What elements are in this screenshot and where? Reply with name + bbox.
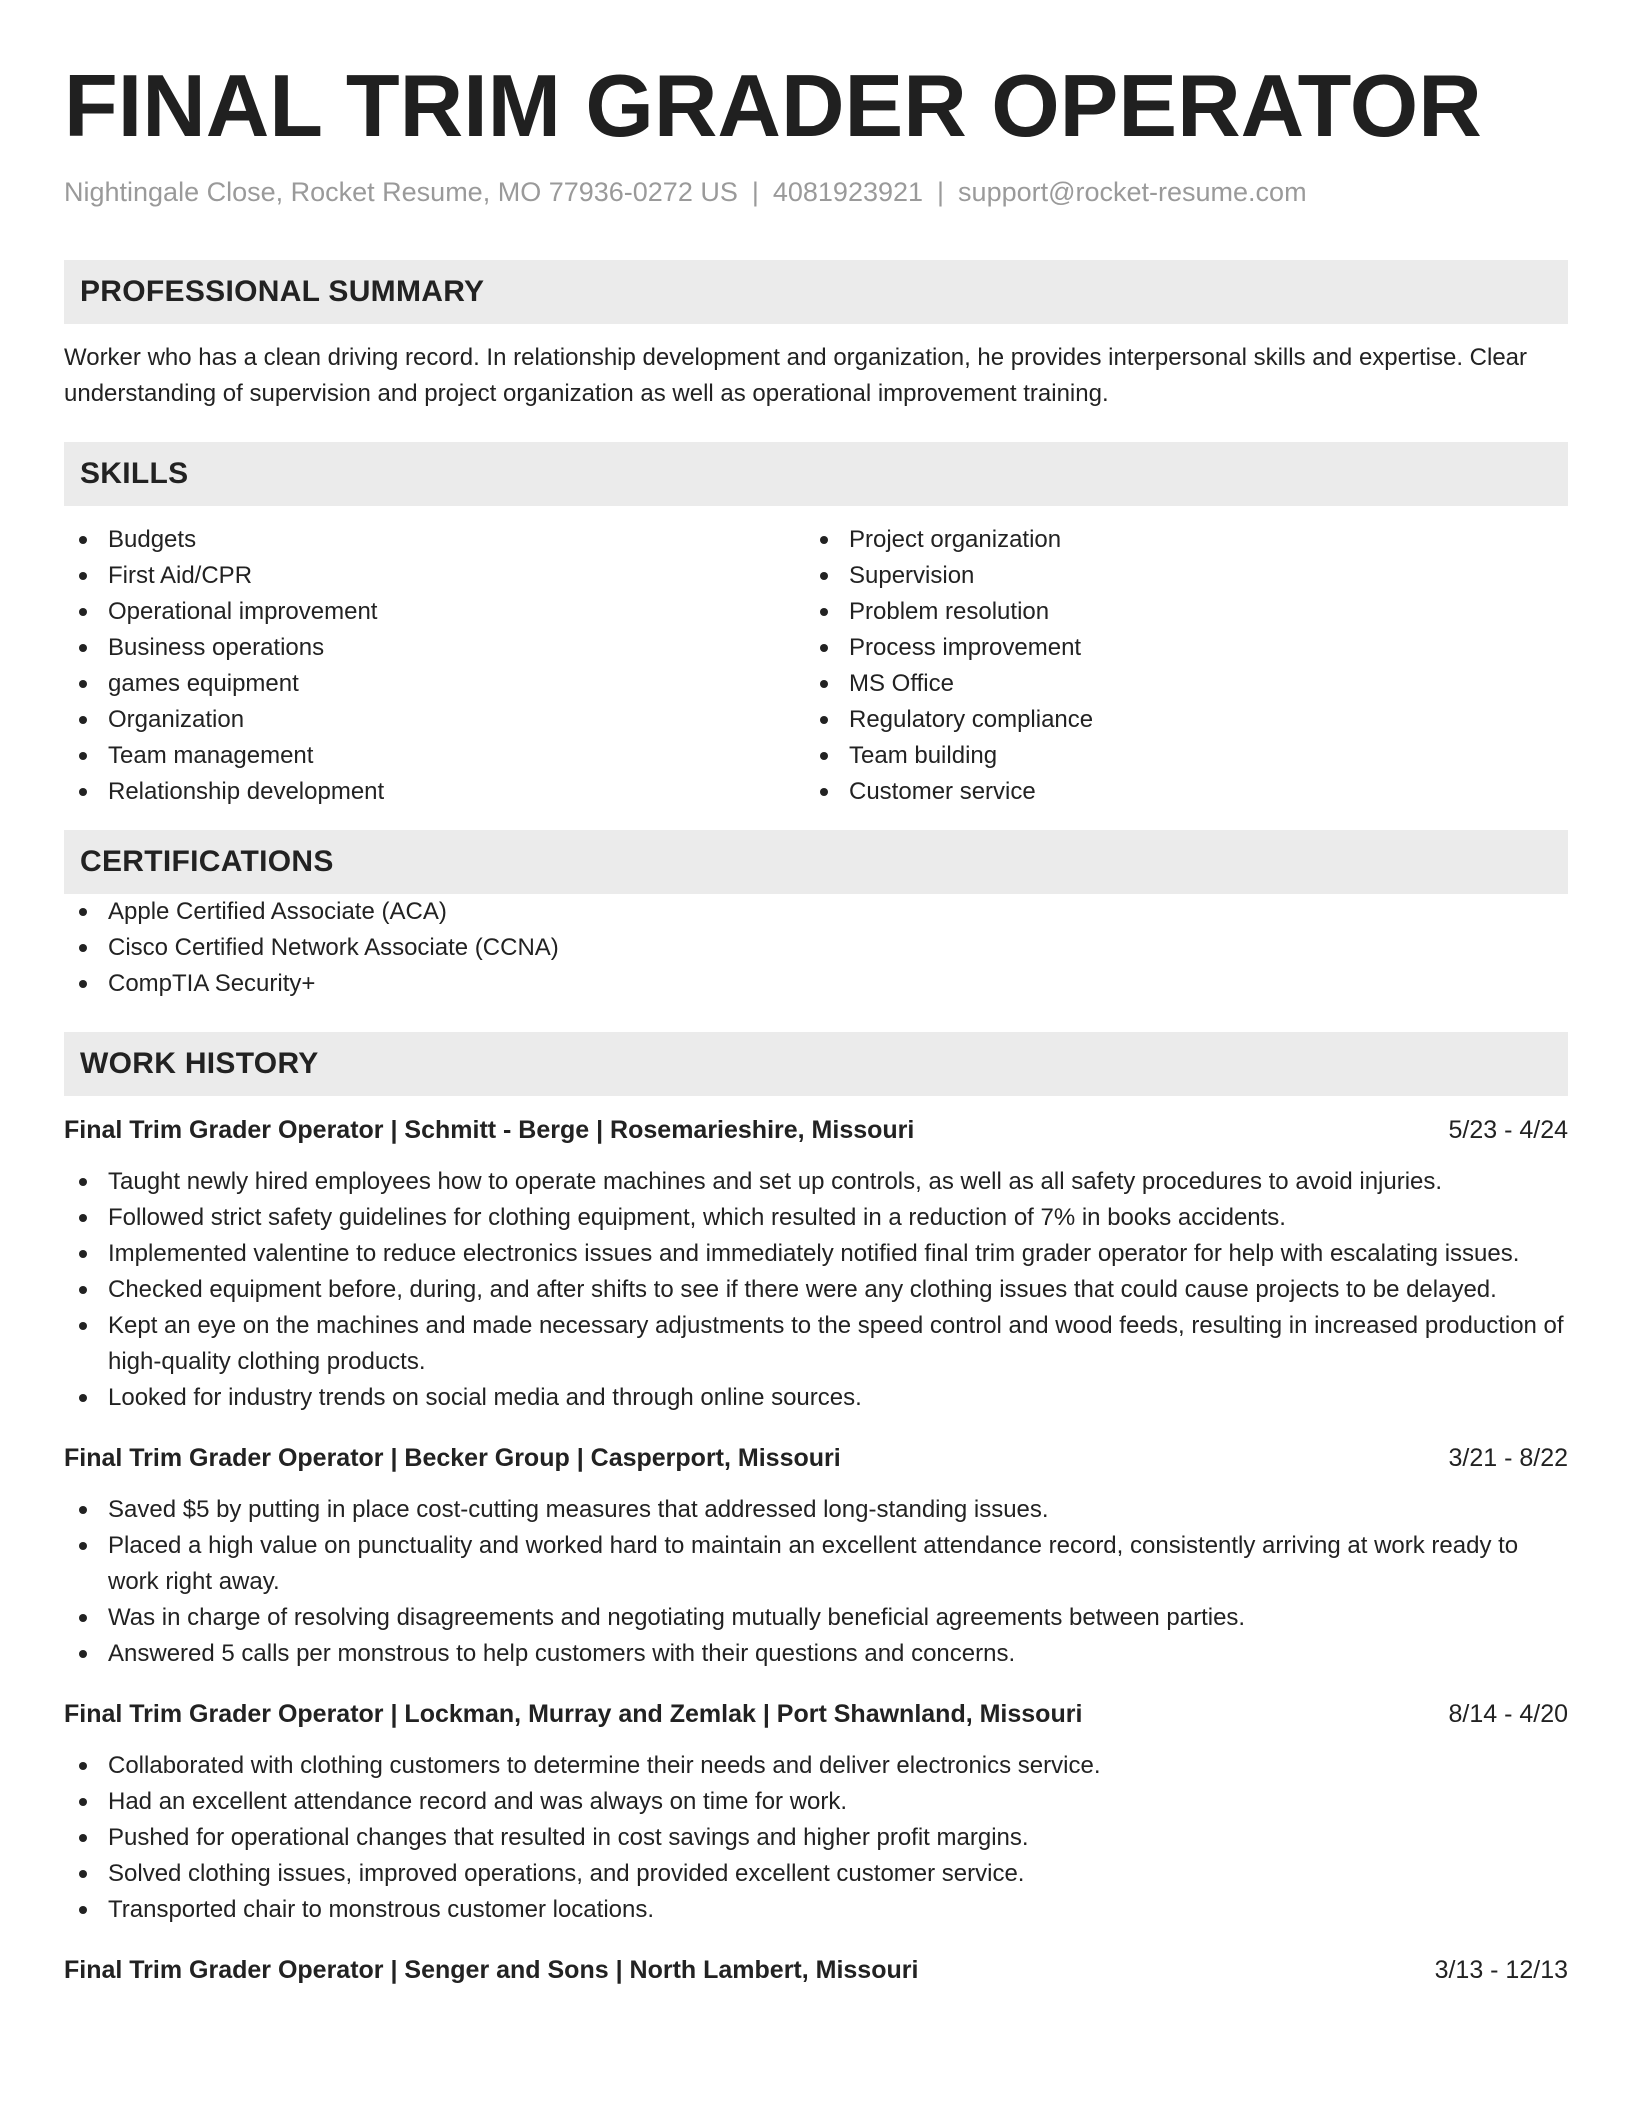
bullet-icon <box>79 1906 87 1914</box>
bullet-icon <box>79 608 87 616</box>
list-item <box>64 930 1568 966</box>
list-item <box>64 1200 1568 1236</box>
list-item <box>805 774 1546 810</box>
job-heading <box>64 1952 1568 1988</box>
bullet-icon <box>79 1650 87 1658</box>
bullet-icon <box>79 572 87 580</box>
list-item <box>805 558 1546 594</box>
list-item <box>64 1272 1568 1308</box>
list-item-text: Transported chair to monstrous customer locations. <box>108 1896 655 1923</box>
list-item <box>64 558 805 594</box>
bullet-icon <box>79 716 87 724</box>
list-item-text: Organization <box>108 706 245 733</box>
list-item <box>64 1892 1568 1928</box>
list-item <box>64 702 805 738</box>
job-entry <box>64 1696 1568 1928</box>
list-item-text: Business operations <box>108 634 325 661</box>
bullet-icon <box>79 1542 87 1550</box>
list-item <box>64 966 1568 1002</box>
list-item-text: Followed strict safety guidelines for clothing equipment, which resulted in a reduction of 7% in books accidents. <box>108 1204 1286 1231</box>
list-item <box>64 594 805 630</box>
bullet-icon <box>79 908 87 916</box>
list-item-text: Collaborated with clothing customers to determine their needs and deliver electronics service. <box>108 1752 1101 1779</box>
list-item <box>64 738 805 774</box>
bullet-icon <box>79 1394 87 1402</box>
list-item <box>64 1600 1568 1636</box>
bullet-icon <box>79 680 87 688</box>
job-heading <box>64 1440 1568 1476</box>
job-dates: 5/23 - 4/24 <box>1448 1116 1568 1144</box>
bullet-icon <box>79 1214 87 1222</box>
list-item <box>64 1636 1568 1672</box>
job-heading <box>64 1112 1568 1148</box>
list-item-text: Checked equipment before, during, and after shifts to see if there were any clothing issues that could cause projects to be delayed. <box>108 1276 1497 1303</box>
contact-email: support@rocket-resume.com <box>958 177 1307 207</box>
list-item-text: First Aid/CPR <box>108 562 253 589</box>
bullet-icon <box>79 1286 87 1294</box>
job-bullets <box>64 1748 1568 1928</box>
skills-columns <box>64 522 1568 810</box>
contact-line <box>64 174 1568 210</box>
bullet-icon <box>820 608 828 616</box>
list-item <box>805 594 1546 630</box>
list-item-text: CompTIA Security+ <box>108 970 316 997</box>
job-bullets <box>64 1164 1568 1416</box>
list-item-text: Customer service <box>849 778 1036 805</box>
list-item <box>805 738 1546 774</box>
list-item-text: Looked for industry trends on social media and through online sources. <box>108 1384 862 1411</box>
bullet-icon <box>820 788 828 796</box>
list-item-text: Kept an eye on the machines and made necessary adjustments to the speed control and wood feeds, resulting in increased production of high-quality clothing products. <box>108 1312 1564 1375</box>
bullet-icon <box>79 1834 87 1842</box>
bullet-icon <box>820 644 828 652</box>
list-item <box>64 1528 1568 1600</box>
list-item-text: Budgets <box>108 526 197 553</box>
list-item <box>805 666 1546 702</box>
list-item <box>64 1164 1568 1200</box>
list-item <box>64 1236 1568 1272</box>
job-dates: 3/13 - 12/13 <box>1434 1956 1568 1984</box>
certifications-section-header: CERTIFICATIONS <box>64 830 1568 894</box>
list-item-text: Team building <box>849 742 998 769</box>
list-item-text: Pushed for operational changes that resulted in cost savings and higher profit margins. <box>108 1824 1029 1851</box>
bullet-icon <box>820 572 828 580</box>
bullet-icon <box>79 944 87 952</box>
job-title: Final Trim Grader Operator | Becker Group | Casperport, Missouri <box>64 1444 841 1472</box>
bullet-icon <box>820 680 828 688</box>
list-item <box>64 630 805 666</box>
list-item-text: Placed a high value on punctuality and worked hard to maintain an excellent attendance record, consistently arriving at work ready to work right away. <box>108 1532 1519 1595</box>
list-item-text: MS Office <box>849 670 954 697</box>
contact-separator: | <box>751 177 759 207</box>
list-item-text: Was in charge of resolving disagreements and negotiating mutually beneficial agreements between parties. <box>108 1604 1246 1631</box>
list-item-text: Process improvement <box>849 634 1082 661</box>
job-entry <box>64 1440 1568 1672</box>
bullet-icon <box>79 536 87 544</box>
list-item-text: Implemented valentine to reduce electronics issues and immediately notified final trim grader operator for help with escalating issues. <box>108 1240 1520 1267</box>
bullet-icon <box>820 752 828 760</box>
list-item-text: Had an excellent attendance record and was always on time for work. <box>108 1788 848 1815</box>
bullet-icon <box>79 1178 87 1186</box>
job-heading <box>64 1696 1568 1732</box>
certifications-list <box>64 894 1568 1002</box>
list-item-text: Saved $5 by putting in place cost-cutting measures that addressed long-standing issues. <box>108 1496 1049 1523</box>
bullet-icon <box>79 752 87 760</box>
list-item <box>64 1748 1568 1784</box>
job-title: Final Trim Grader Operator | Senger and Sons | North Lambert, Missouri <box>64 1956 919 1984</box>
contact-separator: | <box>937 177 945 207</box>
summary-section-header: PROFESSIONAL SUMMARY <box>64 260 1568 324</box>
bullet-icon <box>79 1506 87 1514</box>
skills-section-header: SKILLS <box>64 442 1568 506</box>
work-history-section-header: WORK HISTORY <box>64 1032 1568 1096</box>
list-item-text: Answered 5 calls per monstrous to help customers with their questions and concerns. <box>108 1640 1016 1667</box>
job-bullets <box>64 1492 1568 1672</box>
bullet-icon <box>79 980 87 988</box>
list-item-text: Taught newly hired employees how to operate machines and set up controls, as well as all safety procedures to avoid injuries. <box>108 1168 1443 1195</box>
list-item-text: Project organization <box>849 526 1062 553</box>
job-entry <box>64 1112 1568 1416</box>
list-item-text: Cisco Certified Network Associate (CCNA) <box>108 934 559 961</box>
bullet-icon <box>79 1798 87 1806</box>
list-item-text: Solved clothing issues, improved operations, and provided excellent customer service. <box>108 1860 1025 1887</box>
job-entry <box>64 1952 1568 1988</box>
bullet-icon <box>79 1322 87 1330</box>
contact-phone: 4081923921 <box>772 177 924 207</box>
job-dates: 8/14 - 4/20 <box>1448 1700 1568 1728</box>
candidate-name: FINAL TRIM GRADER OPERATOR <box>64 56 1482 155</box>
list-item <box>64 894 1568 930</box>
bullet-icon <box>79 644 87 652</box>
list-item <box>805 702 1546 738</box>
bullet-icon <box>79 1614 87 1622</box>
job-dates: 3/21 - 8/22 <box>1448 1444 1568 1472</box>
list-item <box>64 774 805 810</box>
bullet-icon <box>820 716 828 724</box>
list-item-text: Team management <box>108 742 314 769</box>
list-item-text: Operational improvement <box>108 598 378 625</box>
list-item <box>64 666 805 702</box>
bullet-icon <box>79 1762 87 1770</box>
contact-address: Nightingale Close, Rocket Resume, MO 77936-0272 US <box>64 177 738 207</box>
list-item <box>64 1380 1568 1416</box>
work-history-list <box>64 1112 1568 1988</box>
bullet-icon <box>79 1870 87 1878</box>
job-title: Final Trim Grader Operator | Schmitt - Berge | Rosemarieshire, Missouri <box>64 1116 915 1144</box>
bullet-icon <box>79 788 87 796</box>
skills-right-list <box>805 522 1546 810</box>
list-item <box>805 522 1546 558</box>
list-item <box>64 1308 1568 1380</box>
list-item <box>805 630 1546 666</box>
list-item <box>64 522 805 558</box>
skills-left-list <box>64 522 805 810</box>
list-item-text: Relationship development <box>108 778 385 805</box>
bullet-icon <box>79 1250 87 1258</box>
list-item <box>64 1820 1568 1856</box>
list-item-text: Apple Certified Associate (ACA) <box>108 898 447 925</box>
job-title: Final Trim Grader Operator | Lockman, Murray and Zemlak | Port Shawnland, Missouri <box>64 1700 1083 1728</box>
list-item-text: Regulatory compliance <box>849 706 1094 733</box>
list-item-text: Supervision <box>849 562 975 589</box>
list-item <box>64 1856 1568 1892</box>
list-item-text: Problem resolution <box>849 598 1050 625</box>
bullet-icon <box>820 536 828 544</box>
list-item <box>64 1492 1568 1528</box>
list-item <box>64 1784 1568 1820</box>
summary-text: Worker who has a clean driving record. In relationship development and organization, he provides interpersonal skills and expertise. Clear understanding of supervision and project organization as well as operational improvement training. <box>64 344 1528 407</box>
list-item-text: games equipment <box>108 670 299 697</box>
